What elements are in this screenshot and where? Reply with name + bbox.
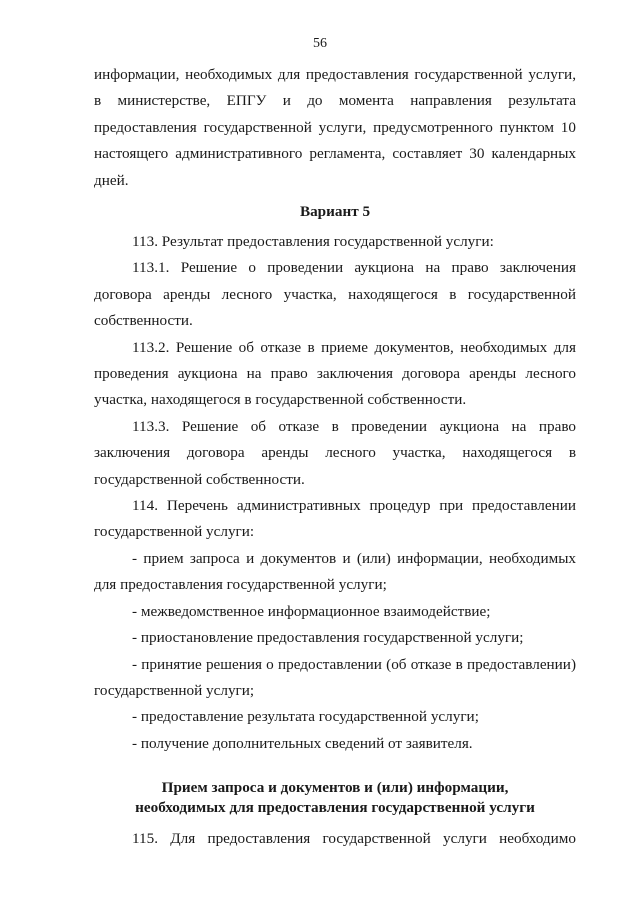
paragraph-114: 114. Перечень административных процедур при предоставлении государственной услуги: (94, 497, 576, 541)
list-item: - межведомственное информационное взаимодействие; (132, 602, 491, 620)
subsection-heading-line-1: Прием запроса и документов и (или) информации, (161, 779, 509, 796)
list-item: - прием запроса и документов и (или) информации, необходимых для предоставления государственной услуги; (94, 549, 576, 594)
list-item: - предоставление результата государственной услуги; (132, 708, 479, 726)
paragraph-113-2: 113.2. Решение об отказе в приеме документов, необходимых для проведения аукциона на право заключения договора аренды лесного участка, находящегося в государственной собственности. (94, 338, 576, 409)
paragraph-113-3: 113.3. Решение об отказе в проведении аукциона на право заключения договора аренды лесного участка, находящегося в государственной собственности. (94, 417, 576, 488)
subsection-heading-line-2: необходимых для предоставления государственной услуги (135, 799, 535, 816)
paragraph-113-1: 113.1. Решение о проведении аукциона на право заключения договора аренды лесного участка, находящегося в государственной собственности. (94, 259, 576, 330)
page-number: 56 (313, 36, 327, 51)
paragraph-115-block (94, 826, 576, 852)
intro-block (94, 62, 576, 194)
paragraph-113: 113. Результат предоставления государственной услуги: (132, 233, 494, 250)
section-title: Вариант 5 (299, 203, 371, 220)
subsection-heading (94, 778, 576, 818)
intro-paragraph: информации, необходимых для предоставления государственной услуги, в министерстве, ЕПГУ и до момента направления результата предоставления государственной услуги, предусмотренного пунктом 10 настоящего административного регламента, составляет 30 календарных дней. (94, 66, 576, 189)
list-item: - приостановление предоставления государственной услуги; (132, 629, 524, 647)
list-item: - принятие решения о предоставлении (об отказе в предоставлении) государственной услуги; (94, 655, 576, 699)
results-block (94, 229, 576, 757)
paragraph-115: 115. Для предоставления государственной услуги необходимо (132, 830, 576, 847)
list-item: - получение дополнительных сведений от заявителя. (132, 734, 473, 752)
